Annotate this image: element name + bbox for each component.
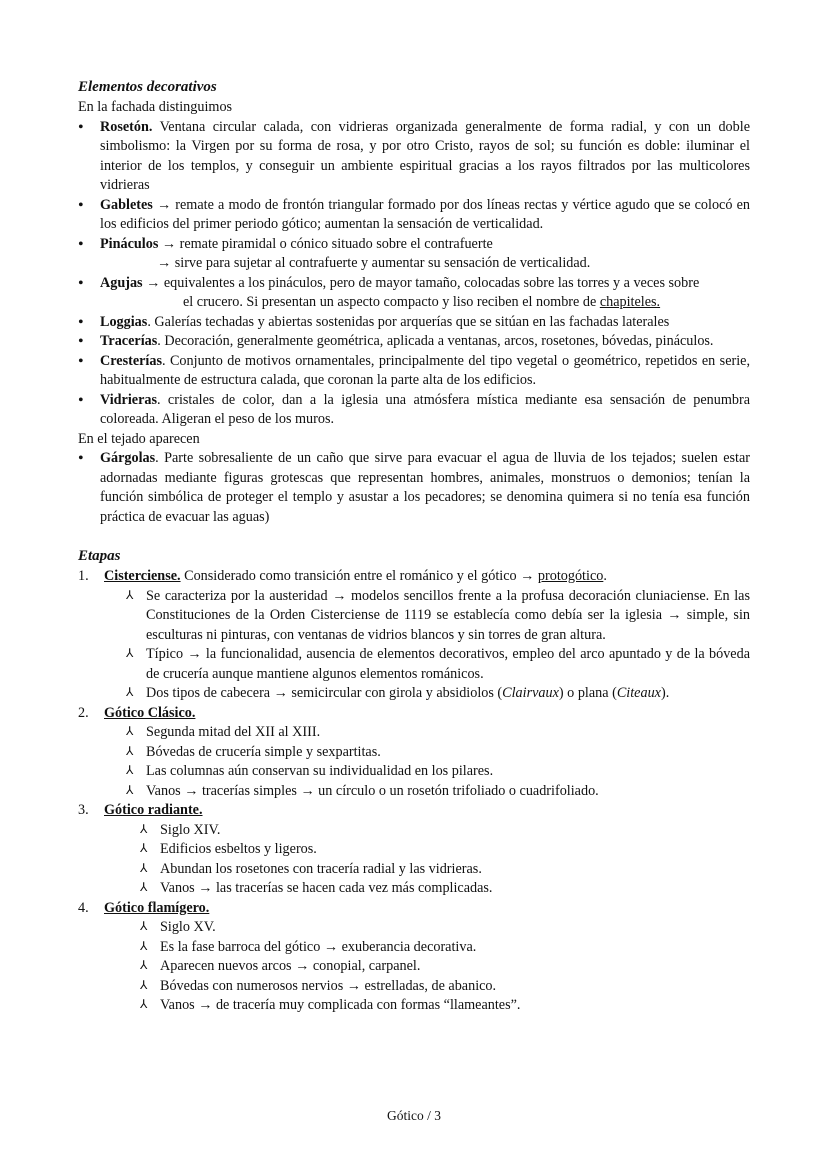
- list-item: ⅄ Bóvedas de crucería simple y sexpartitas.: [126, 743, 381, 760]
- list-item: ⅄ Aparecen nuevos arcos → conopial, carpanel.: [140, 958, 421, 974]
- bullet-icon: •: [78, 196, 84, 214]
- list-item: • Tracerías. Decoración, generalmente geométrica, aplicada a ventanas, arcos, rosetones, bóvedas, pináculos.: [78, 333, 714, 350]
- bullet-icon: •: [78, 235, 84, 253]
- bullet-icon: •: [78, 333, 84, 350]
- fachada-list: [78, 118, 750, 430]
- arrowhead-icon: ⅄: [126, 685, 134, 699]
- list-item: • Gabletes → remate a modo de frontón triangular formado por dos líneas rectas y vértice agudo que se colocó en los edificios del primer periodo gótico; aumentan la sensación de verticalidad.: [78, 196, 750, 232]
- tejado-list: [78, 449, 750, 527]
- etapa-gotico-flamigero: 4. Gótico flamígero. ⅄ Siglo XV. ⅄ Es la fase barroca del gótico → exuberancia decorativa. ⅄ Aparecen nuevos arcos → conopial, carpanel. ⅄ Bóvedas con numerosos nervios → estrelladas, de abanico. ⅄ Vanos → de tracería muy complicada con formas “llameantes”.: [78, 899, 750, 1016]
- list-item: ⅄ Se caracteriza por la austeridad → modelos sencillos frente a la profusa decoración cluniaciense. En las Constituciones de la Orden Cisterciense de 1119 se establecía como debía ser la iglesia → simple, sin esculturas ni pinturas, con ventanas de vidrios blancos y sin torres de gran altura.: [126, 587, 750, 643]
- list-item: ⅄ Edificios esbeltos y ligeros.: [140, 841, 317, 857]
- etapa-gotico-clasico: 2. Gótico Clásico. ⅄ Segunda mitad del XII al XIII. ⅄ Bóvedas de crucería simple y sexpartitas. ⅄ Las columnas aún conservan su individualidad en los pilares. ⅄ Vanos → tracerías simples → un círculo o un rosetón trifoliado o cuadrifoliado.: [78, 704, 750, 802]
- arrowhead-icon: ⅄: [140, 880, 148, 894]
- list-item: • Pináculos → remate piramidal o cónico situado sobre el contrafuerte → sirve para sujetar al contrafuerte y aumentar su sensación de verticalidad.: [78, 235, 591, 271]
- list-item: ⅄ Abundan los rosetones con tracería radial y las vidrieras.: [140, 860, 482, 877]
- arrowhead-icon: ⅄: [140, 958, 148, 972]
- bullet-icon: •: [78, 118, 84, 136]
- list-item: ⅄ Bóvedas con numerosos nervios → estrelladas, de abanico.: [140, 977, 497, 994]
- page-content: [78, 78, 750, 1016]
- list-item: ⅄ Vanos → las tracerías se hacen cada vez más complicadas.: [140, 880, 493, 896]
- list-item: ⅄ Siglo XV.: [140, 919, 216, 935]
- arrowhead-icon: ⅄: [126, 782, 134, 797]
- bullet-icon: •: [78, 450, 84, 467]
- arrowhead-icon: ⅄: [140, 997, 148, 1011]
- arrowhead-icon: ⅄: [140, 977, 148, 992]
- tejado-intro: En el tejado aparecen: [78, 430, 200, 447]
- list-item: • Loggias. Galerías techadas y abiertas sostenidas por arquerías que se sitúan en las fachadas laterales: [78, 313, 670, 331]
- list-item: ⅄ Vanos → de tracería muy complicada con formas “llameantes”.: [140, 997, 521, 1013]
- bullet-icon: •: [78, 352, 84, 370]
- list-item: • Agujas → equivalentes a los pináculos, pero de mayor tamaño, colocadas sobre las torres y a veces sobre el crucero. Si presentan un aspecto compacto y liso reciben el nombre de chapiteles.: [78, 274, 700, 310]
- arrowhead-icon: ⅄: [140, 860, 148, 875]
- list-item: • Vidrieras. cristales de color, dan a la iglesia una atmósfera mística mediante esa sensación de penumbra coloreada. Aligeran el peso de los muros.: [78, 391, 750, 427]
- bullet-icon: •: [78, 391, 84, 409]
- arrowhead-icon: ⅄: [126, 724, 134, 738]
- list-item: ⅄ Vanos → tracerías simples → un círculo o un rosetón trifoliado o cuadrifoliado.: [126, 782, 599, 799]
- etapas-heading: Etapas: [78, 548, 121, 564]
- etapa-gotico-radiante: 3. Gótico radiante. ⅄ Siglo XIV. ⅄ Edificios esbeltos y ligeros. ⅄ Abundan los rosetones con tracería radial y las vidrieras. ⅄ Vanos → las tracerías se hacen cada vez más complicadas.: [78, 801, 750, 899]
- arrowhead-icon: ⅄: [140, 938, 148, 953]
- decorativos-heading: Elementos decorativos: [78, 79, 217, 95]
- arrowhead-icon: ⅄: [140, 841, 148, 855]
- bullet-icon: •: [78, 274, 84, 292]
- list-item: ⅄ Típico → la funcionalidad, ausencia de elementos decorativos, empleo del arco apuntado y de la bóveda de crucería aunque mantiene algunos elementos románicos.: [126, 646, 750, 682]
- list-item: ⅄ Las columnas aún conservan su individualidad en los pilares.: [126, 763, 494, 779]
- list-item: • Cresterías. Conjunto de motivos ornamentales, principalmente del tipo vegetal o geométrico, repetidos en serie, habitualmente de estructura calada, que coronan la parte alta de los edificios.: [78, 352, 750, 388]
- bullet-icon: •: [78, 313, 84, 331]
- list-item: ⅄ Es la fase barroca del gótico → exuberancia decorativa.: [140, 938, 477, 955]
- arrowhead-icon: ⅄: [126, 587, 134, 602]
- list-item: ⅄ Siglo XIV.: [140, 821, 221, 838]
- etapas-list: [78, 567, 750, 1016]
- page-footer: Gótico / 3: [387, 1108, 441, 1123]
- arrowhead-icon: ⅄: [140, 821, 148, 836]
- decorativos-intro: En la fachada distinguimos: [78, 99, 233, 115]
- arrowhead-icon: ⅄: [126, 743, 134, 758]
- arrowhead-icon: ⅄: [126, 646, 134, 660]
- arrowhead-icon: ⅄: [140, 919, 148, 933]
- list-item: • Gárgolas. Parte sobresaliente de un caño que sirve para evacuar el agua de lluvia de los tejados; suelen estar adornadas mediante figuras grotescas que representan hombres, animales, monstruos o demonios; tenían la función simbólica de proteger el templo y asustar a los pecadores; se denomina quimera si no tenía esa función práctica de evacuar las aguas): [78, 450, 750, 525]
- list-item: ⅄ Dos tipos de cabecera → semicircular con girola y absidiolos (Clairvaux) o plana (Citeaux).: [126, 685, 670, 701]
- list-item: • Rosetón. Ventana circular calada, con vidrieras organizada generalmente de forma radial, y con un doble simbolismo: la Virgen por su forma de rosa, y por otro Cristo, rayos de sol; su función es doble: iluminar el interior de los templos, y conseguir un ambiente espiritual gracias a los rayos filtrados por las multicolores vidrieras: [78, 118, 750, 193]
- list-item: ⅄ Segunda mitad del XII al XIII.: [126, 724, 321, 740]
- etapa-cisterciense: 1. Cisterciense. Considerado como transición entre el románico y el gótico → protogótico. ⅄ Se caracteriza por la austeridad → modelos sencillos frente a la profusa decoración cluniaciense. En las Constituciones de la Orden Cisterciense de 1119 se establecía como debía ser la iglesia → simple, sin esculturas ni pinturas, con ventanas de vidrios blancos y sin torres de gran altura. ⅄ Típico → la funcionalidad, ausencia de elementos decorativos, empleo del arco apuntado y de la bóveda de crucería aunque mantiene algunos elementos románicos. ⅄ Dos tipos de cabecera → semicircular con girola y absidiolos (Clairvaux) o plana (Citeaux).: [78, 567, 750, 704]
- arrowhead-icon: ⅄: [126, 763, 134, 777]
